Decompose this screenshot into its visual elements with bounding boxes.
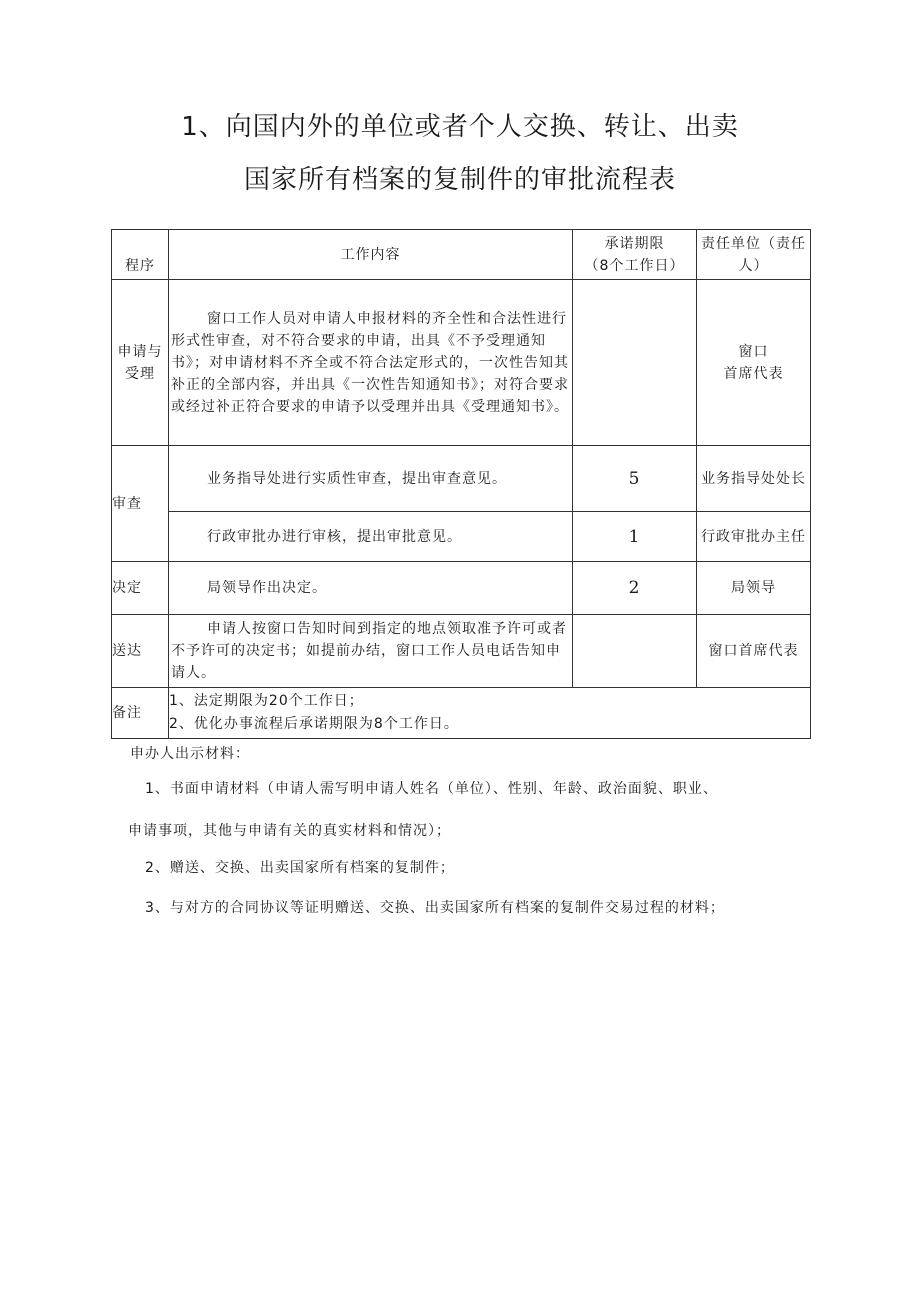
row-days [573,615,697,688]
page-title-line1: 1、向国内外的单位或者个人交换、转让、出卖 [181,112,739,142]
row-content: 窗口工作人员对申请人申报材料的齐全性和合法性进行形式性审查，对不符合要求的申请，出具《不予受理通知书》；对申请材料不齐全或不符合法定形式的，一次性告知其补正的全部内容，并出具《一次性告知通知书》；对符合要求或经过补正符合要求的申请予以受理并出具《受理通知书》。 [169,280,573,446]
row-responsible [697,280,811,446]
row-responsible: 局领导 [697,562,811,615]
row-procedure: 审查 [112,446,169,562]
row-days: 2 [573,562,697,615]
table-header-row [112,230,811,280]
table-row [112,562,811,615]
row-procedure: 申请与受理 [112,280,169,446]
header-procedure: 程序 [112,230,169,280]
header-deadline [573,230,697,280]
row-days: 1 [573,512,697,562]
note-line-1: 1、法定期限为20个工作日； [169,693,364,709]
row-content: 局领导作出决定。 [169,562,573,615]
materials-item-1: 1、书面申请材料（申请人需写明申请人姓名（单位）、性别、年龄、政治面貌、职业、 [145,781,718,797]
row-days: 5 [573,446,697,512]
row-procedure: 送达 [112,615,169,688]
row-responsible-line1: 窗口 [738,343,769,360]
notes-content [169,688,811,739]
row-days [573,280,697,446]
header-deadline-line1: 承诺期限 [604,235,665,252]
table-row [112,446,811,512]
notes-row [112,688,811,739]
materials-item-3: 3、与对方的合同协议等证明赠送、交换、出卖国家所有档案的复制件交易过程的材料； [145,900,725,916]
notes-label: 备注 [112,688,169,739]
row-responsible: 窗口首席代表 [697,615,811,688]
note-line-2: 2、优化办事流程后承诺期限为8个工作日。 [169,716,459,732]
approval-flow-table [111,229,811,739]
table-row [112,512,811,562]
row-content: 业务指导处进行实质性审查，提出审查意见。 [169,446,573,512]
header-content: 工作内容 [169,230,573,280]
page-title-line2: 国家所有档案的复制件的审批流程表 [243,165,676,195]
row-responsible: 行政审批办主任 [697,512,811,562]
row-content: 行政审批办进行审核，提出审批意见。 [169,512,573,562]
materials-heading: 申办人出示材料： [130,746,250,762]
table-row [112,280,811,446]
table-row [112,615,811,688]
header-deadline-line2: （8个工作日） [584,257,685,274]
row-responsible: 业务指导处处长 [697,446,811,512]
row-procedure: 决定 [112,562,169,615]
header-responsible: 责任单位（责任人） [697,230,811,280]
materials-item-1-cont: 申请事项，其他与申请有关的真实材料和情况）； [128,823,451,839]
row-responsible-line2: 首席代表 [723,365,784,382]
row-content: 申请人按窗口告知时间到指定的地点领取准予许可或者不予许可的决定书；如提前办结，窗口工作人员电话告知申请人。 [169,615,573,688]
materials-item-2: 2、赠送、交换、出卖国家所有档案的复制件； [145,860,455,876]
